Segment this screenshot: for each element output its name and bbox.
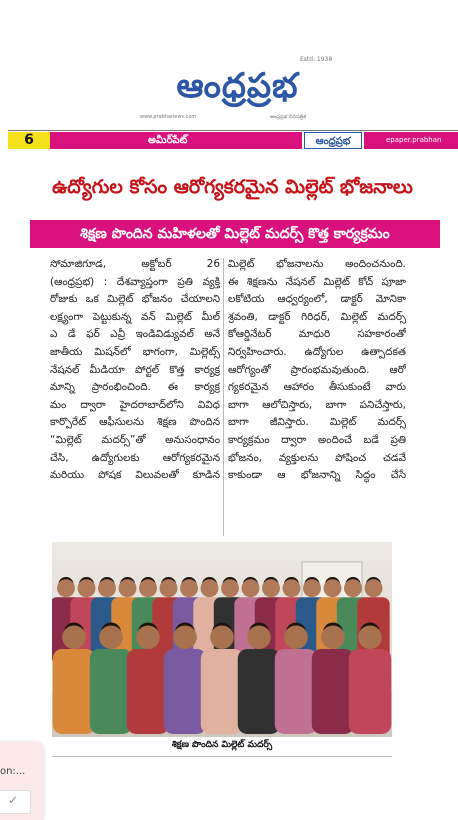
person-figure — [275, 649, 317, 734]
article-line: మాన్ని ప్రారంభించింది. ఈ కార్యక్ర — [50, 381, 220, 394]
photo-caption: శిక్షణ పొందిన మిల్లెట్ మదర్స్ — [171, 740, 273, 750]
person-head — [262, 579, 280, 597]
overlay-button[interactable] — [0, 790, 31, 814]
overlay-card[interactable] — [0, 742, 44, 820]
article-line: జాతీయ మిషన్‌లో భాగంగా, మిల్లెట్స్ — [50, 345, 220, 358]
person-head — [221, 579, 239, 597]
article-line: బాగా జీవిస్తారు. మిల్లెట్ మదర్స్ — [228, 416, 406, 429]
person-figure — [127, 649, 169, 734]
article-line: (ఆంధ్రప్రభ) : దేశవ్యాప్తంగా ప్రతి వ్యక్తి — [50, 275, 220, 288]
article-line: మరియు పోషక విలువలతో కూడిన — [50, 469, 220, 482]
article-line: రోజుకు ఒక మిల్లెట్ భోజనం చేయాలని — [50, 293, 220, 306]
article-line: బాగా ఆలోచిస్తారు, బాగా పనిచేస్తారు, — [228, 398, 406, 411]
person-head — [284, 625, 308, 649]
article-line: నేషనల్ మీడియా పోర్టల్ కొత్త కార్యక్ర — [50, 363, 220, 376]
page-number: 6 — [8, 132, 50, 149]
person-head — [160, 579, 178, 597]
article-line: కార్యక్రమం ద్వారా అందించే బడే ప్రతి — [228, 433, 406, 446]
person-head — [99, 625, 123, 649]
person-figure — [238, 649, 280, 734]
person-figure — [90, 649, 132, 734]
article-line: భోజనం, వ్యక్తులను పోషించ చడవే — [228, 451, 406, 464]
chevron-down-icon: ✓ — [8, 793, 19, 807]
person-figure — [164, 649, 206, 734]
person-head — [57, 579, 75, 597]
article-line: శ్రవంతి, డాక్టర్ గిరిధర్, మిల్లెట్ మదర్స్ — [228, 310, 406, 323]
article-line: కాకుండా ఆ భోజనాన్ని సిద్ధం చేసే — [228, 469, 406, 482]
epaper-link[interactable]: epaper.prabhan — [364, 132, 458, 149]
article-line: చేసి, ఉద్యోగులకు ఆరోగ్యకరమైన — [50, 451, 220, 464]
article-headline: ఉద్యోగుల కోసం ఆరోగ్యకరమైన మిల్లెట్ భోజనాలు — [52, 176, 413, 198]
site-tag-right: ఆంధ్రప్రభ దినపత్రిక — [270, 114, 307, 120]
person-head — [98, 579, 116, 597]
person-head — [358, 625, 382, 649]
article-column-right — [228, 256, 406, 485]
strip-brand: ఆంధ్రప్రభ — [304, 132, 362, 149]
article-line: ఈ శిక్షణను నేషనల్ మిల్లెట్ కోచ్ పూజా — [228, 275, 406, 288]
newspaper-logo — [150, 60, 325, 112]
article-line: మిల్లెట్ భోజనాలను అందించనుంది. — [228, 258, 406, 270]
person-figure — [201, 649, 243, 734]
article-line: ఆరోగ్యంతో ప్రారంభమవుతుంది. ఆరో — [228, 363, 406, 376]
person-figure — [349, 649, 391, 734]
article-line: మం ద్వారా హైదరాబాద్‌లోని వివిధ — [50, 398, 220, 411]
person-head — [210, 625, 234, 649]
person-head — [324, 579, 342, 597]
person-head — [283, 579, 301, 597]
person-head — [78, 579, 96, 597]
column-divider — [223, 258, 224, 536]
person-head — [139, 579, 157, 597]
page-strip — [8, 130, 458, 149]
site-link-left: www.prabhanews.com — [140, 114, 197, 120]
person-head — [242, 579, 260, 597]
masthead — [0, 30, 458, 125]
person-head — [303, 579, 321, 597]
person-head — [247, 625, 271, 649]
person-head — [62, 625, 86, 649]
article-line: కార్పొరేట్ ఆఫీసులను శిక్షణ పొందిన — [50, 416, 220, 429]
person-figure — [312, 649, 354, 734]
person-head — [321, 625, 345, 649]
article-subheadline: శిక్షణ పొందిన మహిళలతో మిల్లెట్ మదర్స్ కొత్త కార్యక్రమం — [30, 220, 440, 248]
person-head — [180, 579, 198, 597]
article-line: లకోటియ ఆధ్వర్యంలో, డాక్టర్ మోనికా — [228, 293, 406, 306]
article-line: “మిల్లెట్ మదర్స్”తో అనుసంధానం — [50, 433, 220, 446]
article-line: గ్యకరమైన ఆహారం తీసుకుంటే వారు — [228, 381, 406, 394]
caption-divider — [52, 756, 392, 757]
person-head — [119, 579, 137, 597]
article-line: కోఆర్డినేటర్ మాధురి సహకారంతో — [228, 328, 406, 341]
article-line: ఎ డే ఫర్ ఎవ్రీ ఇండివిడ్యువల్ అనే — [50, 328, 220, 341]
person-head — [173, 625, 197, 649]
person-head — [136, 625, 160, 649]
article-line: నిర్వహించారు. ఉద్యోగుల ఉత్పాదకత — [228, 345, 406, 358]
edition-place: అమీర్‌పేట్ — [50, 132, 302, 149]
group-photo-illustration — [52, 542, 392, 737]
established-label: Estd. 1938 — [300, 56, 333, 63]
group-photo — [52, 542, 392, 737]
article-column-left — [50, 256, 220, 485]
person-head — [201, 579, 219, 597]
overlay-text: on:... — [0, 766, 26, 777]
article-line: సోమాజిగూడ, అక్టోబర్ 26 — [50, 258, 220, 270]
person-head — [344, 579, 362, 597]
logo-text: ఆంధ్రప్రభ — [176, 66, 299, 106]
person-figure — [53, 649, 95, 734]
article-line: లక్ష్యంగా పెట్టుకున్న వన్ మిల్లెట్ మీల్ — [50, 310, 220, 323]
person-head — [365, 579, 383, 597]
